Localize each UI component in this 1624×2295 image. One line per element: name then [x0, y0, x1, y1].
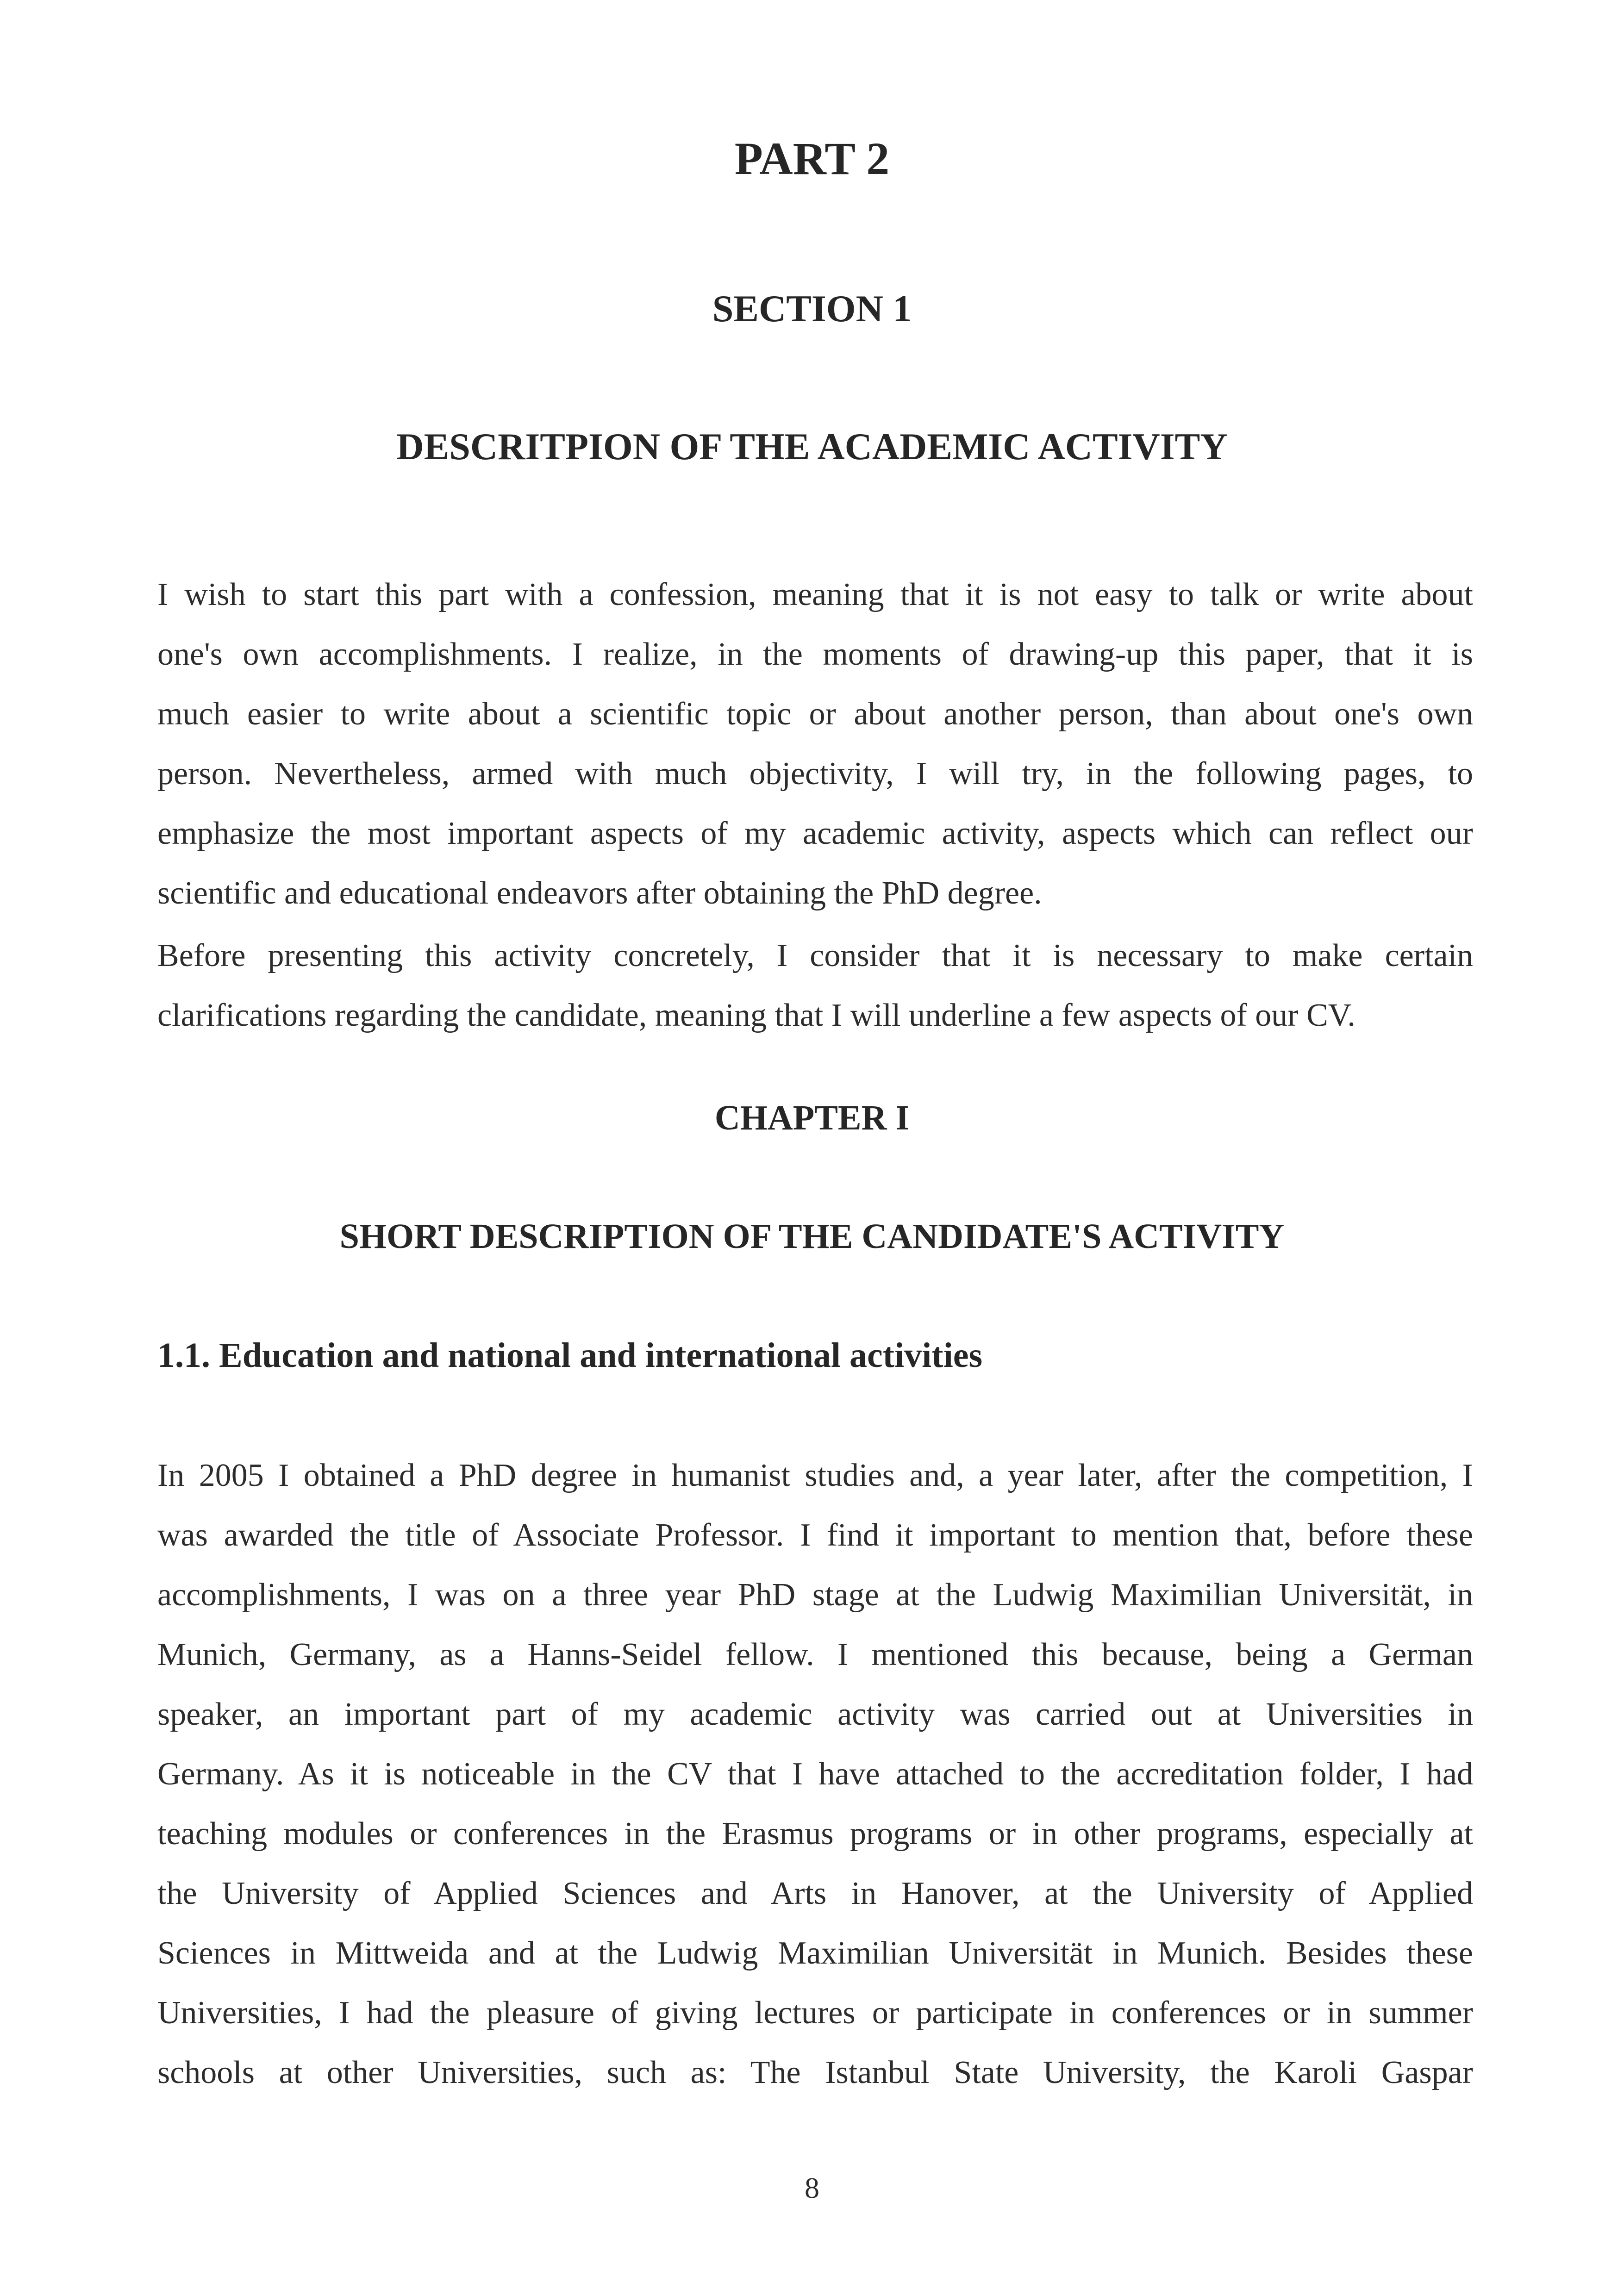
text-line: Universities, I had the pleasure of giving lectures or participate in conferences or in summer: [157, 1995, 1473, 2031]
text-line: In 2005 I obtained a PhD degree in humanist studies and, a year later, after the competition, I: [157, 1458, 1473, 1493]
text-line: scientific and educational endeavors after obtaining the PhD degree.: [157, 875, 1042, 911]
text-line: one's own accomplishments. I realize, in the moments of drawing-up this paper, that it is: [157, 636, 1473, 672]
text-line: Sciences in Mittweida and at the Ludwig Maximilian Universität in Munich. Besides these: [157, 1935, 1473, 1971]
intro-paragraph: [157, 565, 1473, 923]
text-line: teaching modules or conferences in the Erasmus programs or in other programs, especially at: [157, 1816, 1473, 1852]
text-line: was awarded the title of Associate Professor. I find it important to mention that, before these: [157, 1517, 1473, 1553]
text-line: I wish to start this part with a confession, meaning that it is not easy to talk or write about: [157, 577, 1473, 612]
text-line: speaker, an important part of my academic activity was carried out at Universities in: [157, 1696, 1473, 1732]
text-line: schools at other Universities, such as: The Istanbul State University, the Karoli Gaspar: [157, 2055, 1473, 2090]
education-paragraph: [157, 1446, 1473, 2102]
text-line: emphasize the most important aspects of my academic activity, aspects which can reflect our: [157, 816, 1473, 851]
text-line: Munich, Germany, as a Hanns-Seidel fellow. I mentioned this because, being a German: [157, 1637, 1473, 1672]
chapter-title: CHAPTER I: [714, 1098, 910, 1137]
part-title: PART 2: [734, 133, 890, 184]
text-line: much easier to write about a scientific topic or about another person, than about one's own: [157, 696, 1473, 732]
text-line: person. Nevertheless, armed with much objectivity, I will try, in the following pages, to: [157, 756, 1473, 792]
text-line: Before presenting this activity concretely, I consider that it is necessary to make certain: [157, 938, 1473, 973]
text-line: the University of Applied Sciences and Arts in Hanover, at the University of Applied: [157, 1876, 1473, 1911]
subsection-heading: 1.1. Education and national and international activities: [157, 1336, 983, 1375]
chapter-subtitle: SHORT DESCRIPTION OF THE CANDIDATE'S ACTIVITY: [339, 1217, 1285, 1256]
activity-title: DESCRITPION OF THE ACADEMIC ACTIVITY: [396, 425, 1228, 468]
clarification-paragraph: [157, 926, 1473, 1045]
text-line: accomplishments, I was on a three year PhD stage at the Ludwig Maximilian Universität, in: [157, 1577, 1473, 1613]
section-title: SECTION 1: [712, 287, 912, 330]
text-line: clarifications regarding the candidate, meaning that I will underline a few aspects of our CV.: [157, 998, 1355, 1033]
text-line: Germany. As it is noticeable in the CV that I have attached to the accreditation folder, I had: [157, 1756, 1473, 1792]
page-number: 8: [805, 2171, 819, 2204]
